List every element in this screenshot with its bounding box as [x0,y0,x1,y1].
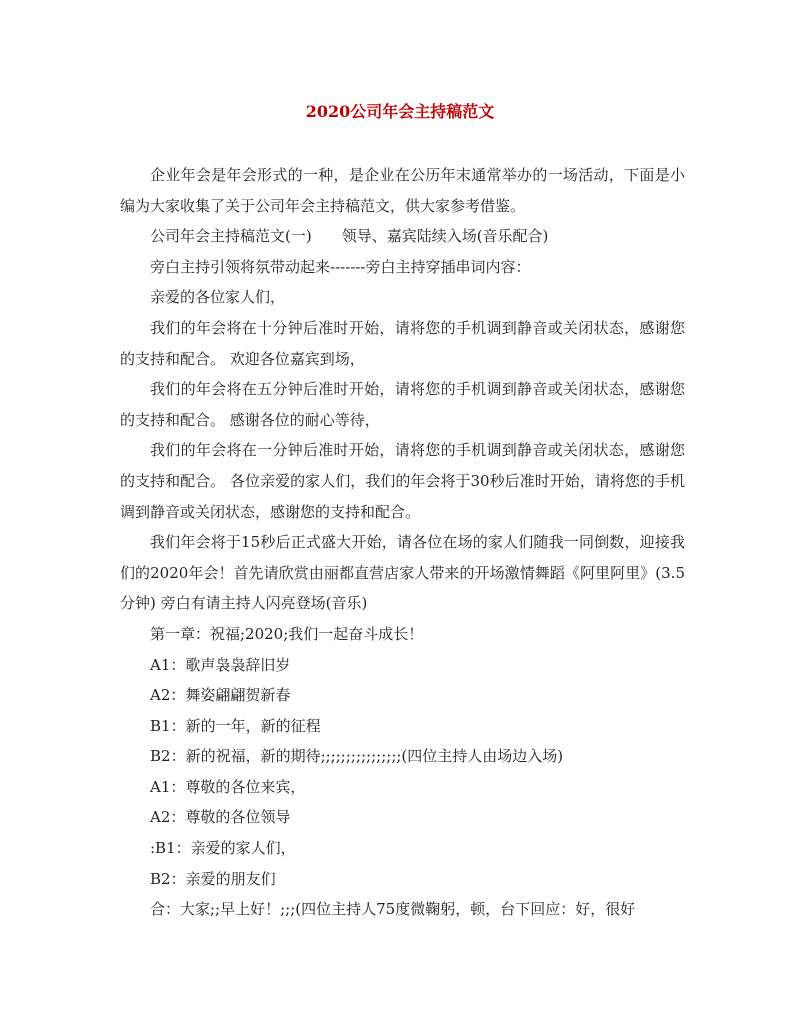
paragraph: :B1：亲爱的家人们， [150,839,296,858]
paragraph: 我们的年会将在一分钟后准时开始，请将您的手机调到静音或关闭状态，感谢您的支持和配合。 各位亲爱的家人们，我们的年会将于30秒后准时开始，请将您的手机调到静音或关闭状态，感谢您的支持和配合。 [120,441,685,521]
paragraph: B2：新的祝福，新的期待;;;;;;;;;;;;;;;;(四位主持人由场边入场) [150,747,564,766]
paragraph: 亲爱的各位家人们， [150,288,286,307]
paragraph: A1：歌声袅袅辞旧岁 [150,655,291,674]
paragraph: A2：尊敬的各位领导 [150,808,291,827]
paragraph: 公司年会主持稿范文(一) 领导、嘉宾陆续入场(音乐配合) [150,227,549,246]
paragraph: A1：尊敬的各位来宾， [150,777,306,796]
document-title: 2020公司年会主持稿范文 [305,102,495,121]
paragraph: 我们年会将于15秒后正式盛大开始，请各位在场的家人们随我一同倒数，迎接我们的2020年会！首先请欣赏由丽都直营店家人带来的开场激情舞蹈《阿里阿里》(3.5分钟) 旁白有请主持人闪亮登场(音乐) [120,533,685,613]
paragraph: 旁白主持引领将氛带动起来-------旁白主持穿插串词内容： [150,257,531,276]
paragraph: 合：大家;;早上好！;;;(四位主持人75度微鞠躬，顿，台下回应：好，很好 [150,900,636,919]
paragraph: 第一章：祝福;2020;我们一起奋斗成长！ [150,624,424,643]
paragraph: A2：舞姿翩翩贺新春 [150,686,291,705]
paragraph: B2：亲爱的朋友们 [150,869,276,888]
paragraph: 我们的年会将在五分钟后准时开始，请将您的手机调到静音或关闭状态，感谢您的支持和配合。 感谢各位的耐心等待， [120,380,685,429]
paragraph: 企业年会是年会形式的一种，是企业在公历年末通常举办的一场活动，下面是小编为大家收集了关于公司年会主持稿范文，供大家参考借鉴。 [120,166,685,215]
paragraph: 我们的年会将在十分钟后准时开始，请将您的手机调到静音或关闭状态，感谢您的支持和配合。 欢迎各位嘉宾到场， [120,318,685,368]
document-body [120,160,685,925]
paragraph: B1：新的一年，新的征程 [150,716,321,735]
